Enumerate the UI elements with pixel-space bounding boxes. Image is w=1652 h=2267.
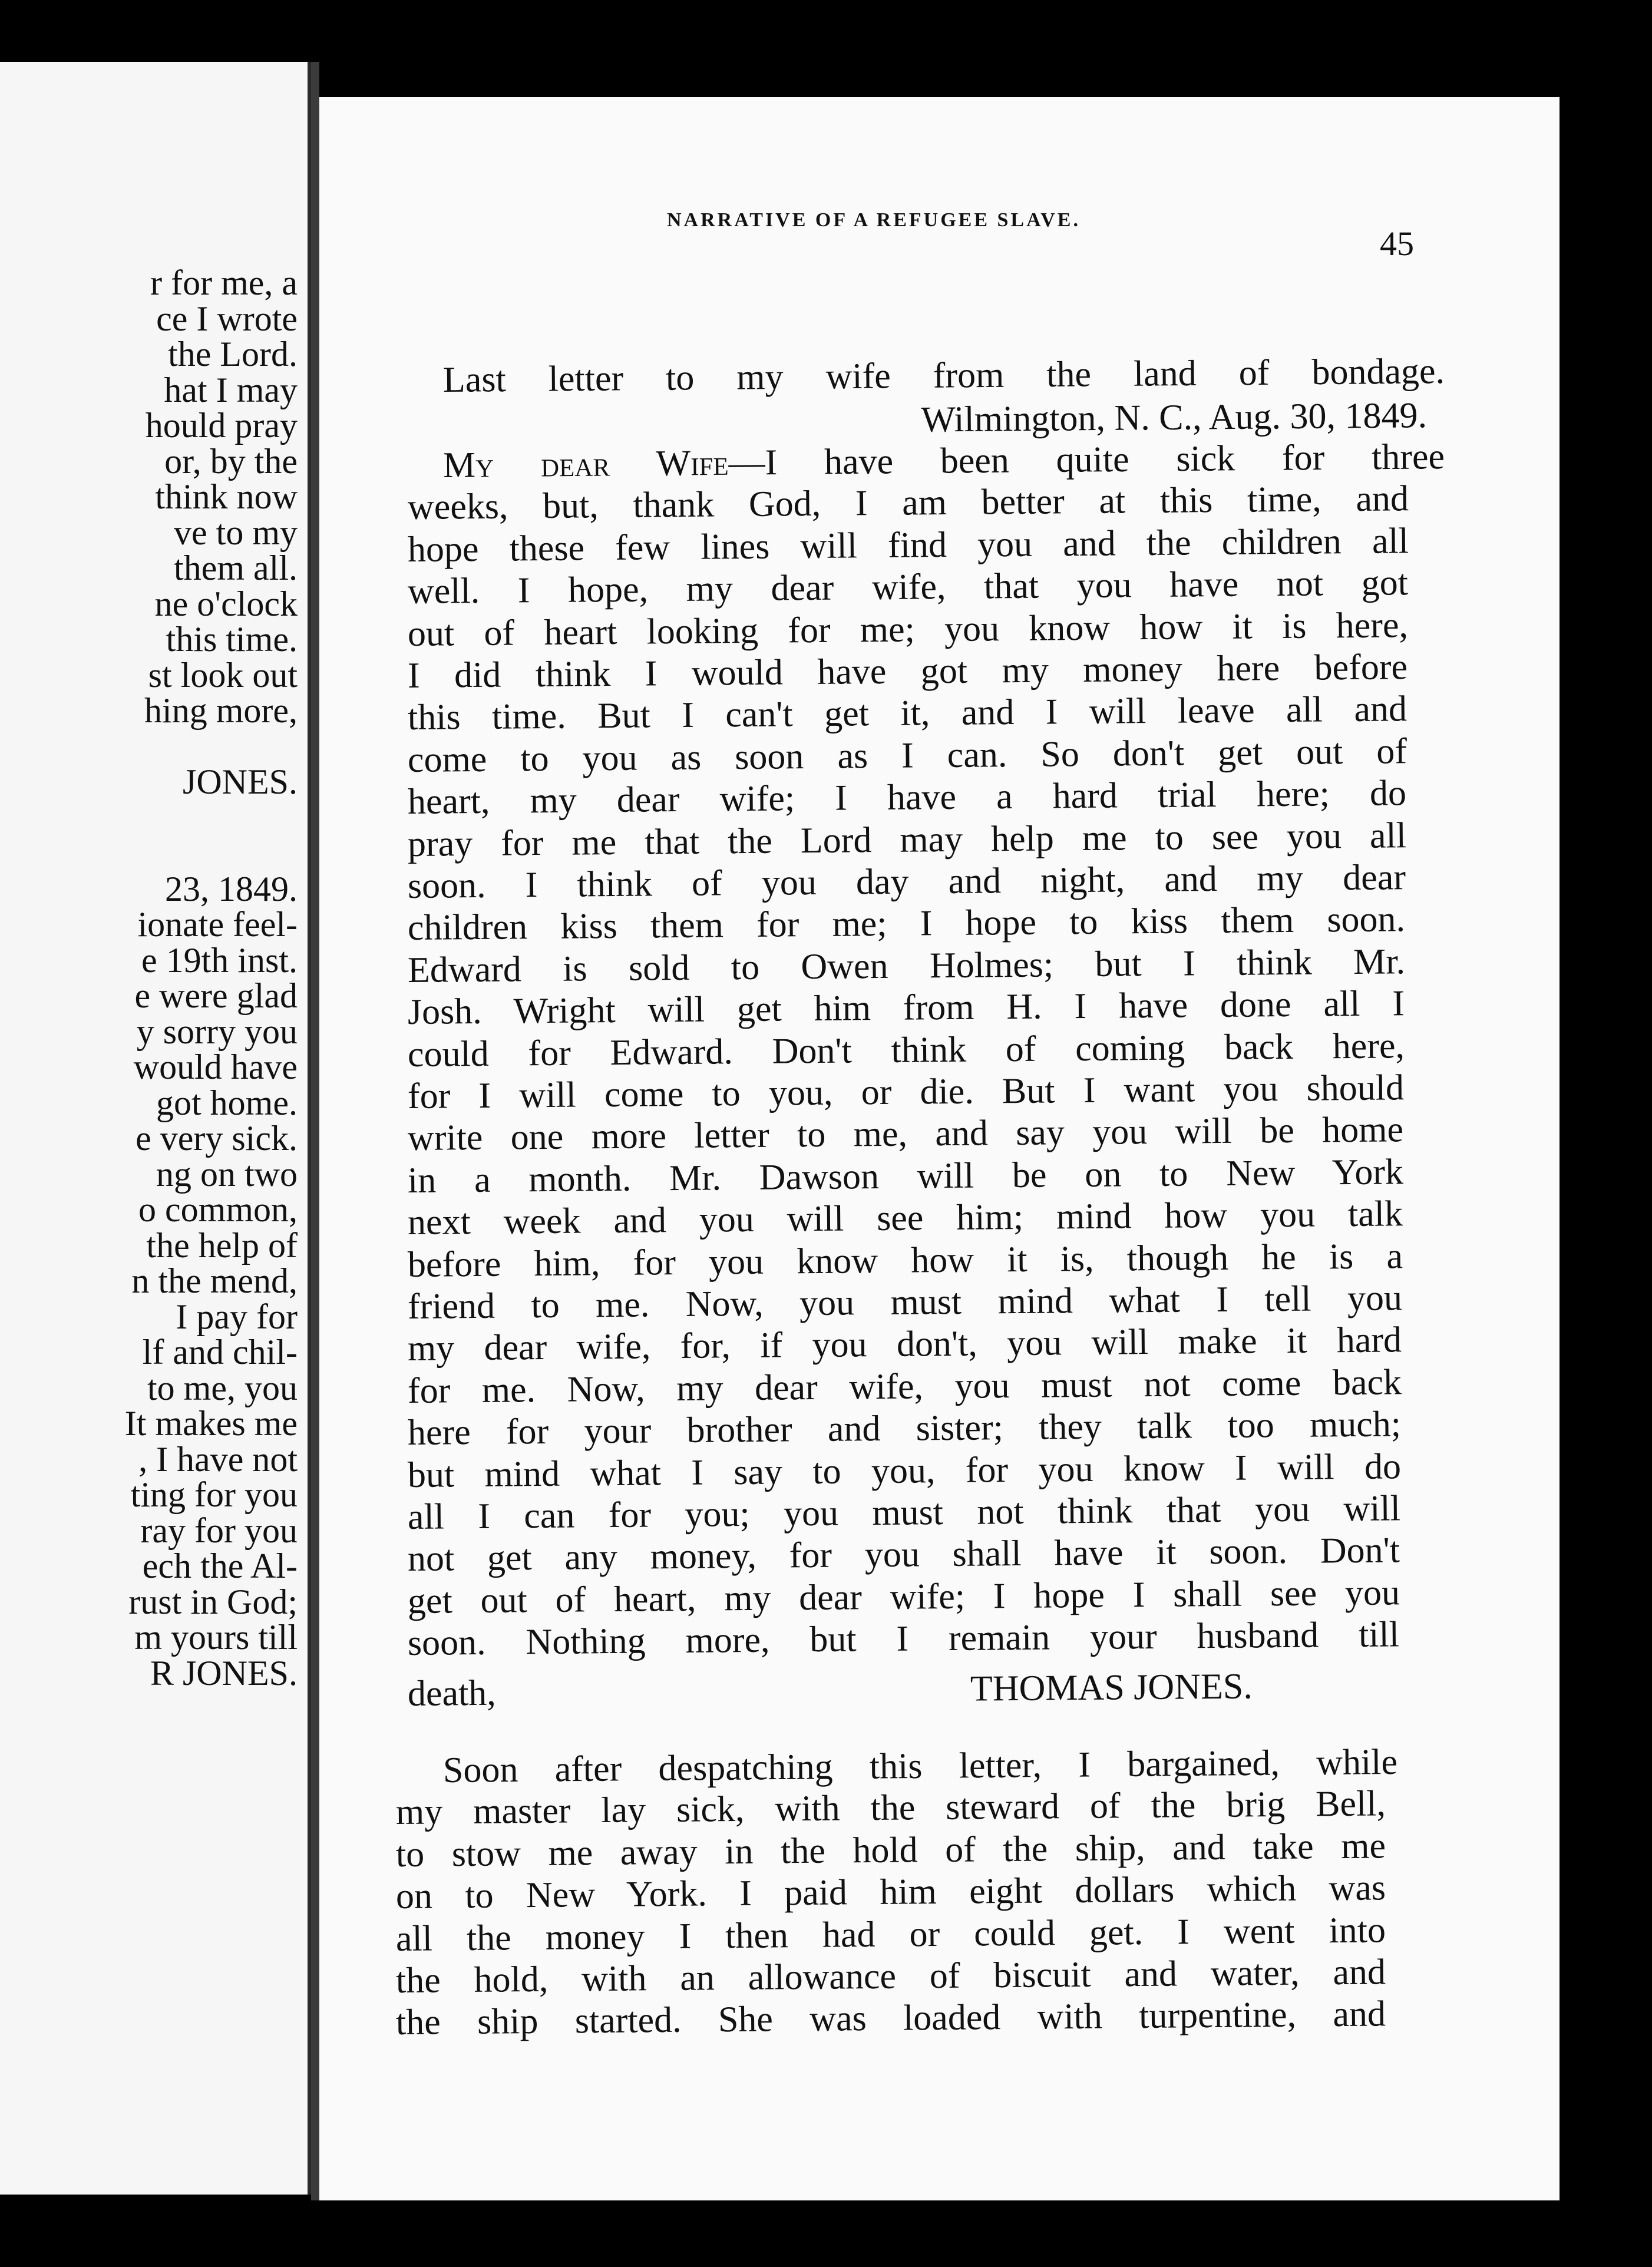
letter-closing: death, [407,1673,497,1714]
letter-line: soon. Nothing more, but I remain your husband till [407,1614,1400,1664]
left-page-line: ce I wrote [156,299,298,338]
narrative-line: on to New York. I paid him eight dollars which was [395,1868,1386,1917]
letter-line: this time. But I can't get it, and I will leave all and [407,689,1407,738]
letter-line: could for Edward. Don't think of coming back here, [407,1025,1405,1075]
letter-line: Edward is sold to Owen Holmes; but I think Mr. [407,941,1406,990]
left-page-line: hing more, [144,691,298,730]
letter-line: before him, for you know how it is, though he is a [407,1235,1403,1285]
letter-line: in a month. Mr. Dawson will be on to New York [407,1152,1404,1201]
letter-line: weeks, but, thank God, I am better at this time, and [407,478,1409,528]
left-page-line: lf and chil- [142,1333,298,1372]
left-page-line: y sorry you [136,1012,298,1051]
narrative-line: to stow me away in the hold of the ship, and take me [395,1826,1386,1875]
letter-line: friend to me. Now, you must mind what I tell you [407,1278,1403,1327]
letter-line: heart, my dear wife; I have a hard trial here; do [407,773,1407,822]
letter-line: not get any money, for you shall have it soon. Don't [407,1530,1400,1579]
page-number: 45 [1380,224,1414,263]
narrative-line: all the money I then had or could get. I went into [395,1909,1386,1959]
narrative-line: Soon after despatching this letter, I bargained, while [442,1741,1398,1790]
book-gutter [311,62,319,2200]
left-page-line: e 19th inst. [141,940,298,980]
left-page-line: ech the Al- [142,1546,298,1585]
left-page-line: n the mend, [131,1261,298,1300]
left-page-line: got home. [156,1083,298,1122]
narrative-line: my master lay sick, with the steward of the brig Bell, [395,1783,1386,1833]
left-page-line: st look out [148,655,298,695]
letter-line: out of heart looking for me; you know how it is here, [407,604,1409,654]
letter-dateline: Wilmington, N. C., Aug. 30, 1849. [921,395,1428,440]
left-page-line: It makes me [124,1404,298,1443]
left-page-line: , I have not [138,1439,298,1479]
left-page-line: e very sick. [136,1119,298,1158]
left-page-line: this time. [166,620,298,659]
left-page-line: hat I may [164,370,298,409]
left-page-line: R JONES. [150,1653,298,1693]
letter-line: My dear Wife—I have been quite sick for three [442,437,1445,485]
letter-line: here for your brother and sister; they talk too much; [407,1404,1402,1453]
left-page-line: rust in God; [128,1582,298,1621]
left-page-line: or, by the [164,441,298,481]
letter-line: next week and you will see him; mind how you talk [407,1194,1403,1243]
letter-line: Josh. Wright will get him from H. I have done all I [407,983,1405,1033]
left-page-fragment [0,62,311,2195]
left-page-line: ng on two [156,1154,298,1194]
left-page-line: the help of [146,1225,298,1265]
letter-salutation: My dear Wife [442,442,729,485]
letter-line: soon. I think of you day and night, and my dear [407,857,1406,906]
left-page-line: o common, [138,1190,298,1229]
running-head: NARRATIVE OF A REFUGEE SLAVE. [667,209,1081,231]
left-page-line: to me, you [147,1368,298,1407]
left-page-line: ve to my [174,513,298,552]
letter-line: come to you as soon as I can. So don't get out of [407,731,1407,780]
left-page-line: ne o'clock [154,584,298,623]
letter-line: write one more letter to me, and say you will be home [407,1109,1404,1159]
right-page [319,97,1560,2200]
left-page-line: think now [155,477,298,516]
letter-line: hope these few lines will find you and the children all [407,520,1409,570]
letter-heading: Last letter to my wife from the land of bondage. [442,351,1445,400]
left-page-line: hould pray [145,406,298,445]
left-page-line: would have [133,1047,298,1086]
letter-line: children kiss them for me; I hope to kiss them soon. [407,899,1406,949]
narrative-line: the ship started. She was loaded with turpentine, and [395,1994,1386,2043]
letter-closing-line [408,1664,1410,1714]
left-page-line: I pay for [176,1297,298,1336]
letter-line: I did think I would have got my money here before [407,647,1408,696]
letter-signature: THOMAS JONES. [970,1666,1253,1709]
left-page-line: the Lord. [168,335,298,374]
letter-line: for me. Now, my dear wife, you must not come back [407,1362,1402,1411]
left-page-line: JONES. [182,762,298,801]
letter-line: pray for me that the Lord may help me to see you all [407,815,1407,864]
left-page-line: e were glad [134,976,298,1015]
letter-line: get out of heart, my dear wife; I hope I shall see you [407,1572,1400,1621]
letter-line: for I will come to you, or die. But I want you should [407,1068,1405,1116]
letter-line: all I can for you; you must not think that you will [407,1488,1401,1537]
left-page-line: 23, 1849. [165,869,298,908]
left-page-line: ting for you [130,1475,298,1514]
letter-line: my dear wife, for, if you don't, you will make it hard [407,1320,1402,1369]
left-page-line: m yours till [134,1618,298,1657]
letter-line: but mind what I say to you, for you know I will do [407,1446,1402,1495]
left-page-line: ionate feel- [137,905,298,944]
left-page-line: r for me, a [150,263,298,302]
left-page-line: ray for you [140,1511,298,1550]
left-page-line: them all. [174,548,298,587]
letter-line: well. I hope, my dear wife, that you have not got [407,563,1409,612]
narrative-line: the hold, with an allowance of biscuit and water, and [395,1952,1386,2001]
